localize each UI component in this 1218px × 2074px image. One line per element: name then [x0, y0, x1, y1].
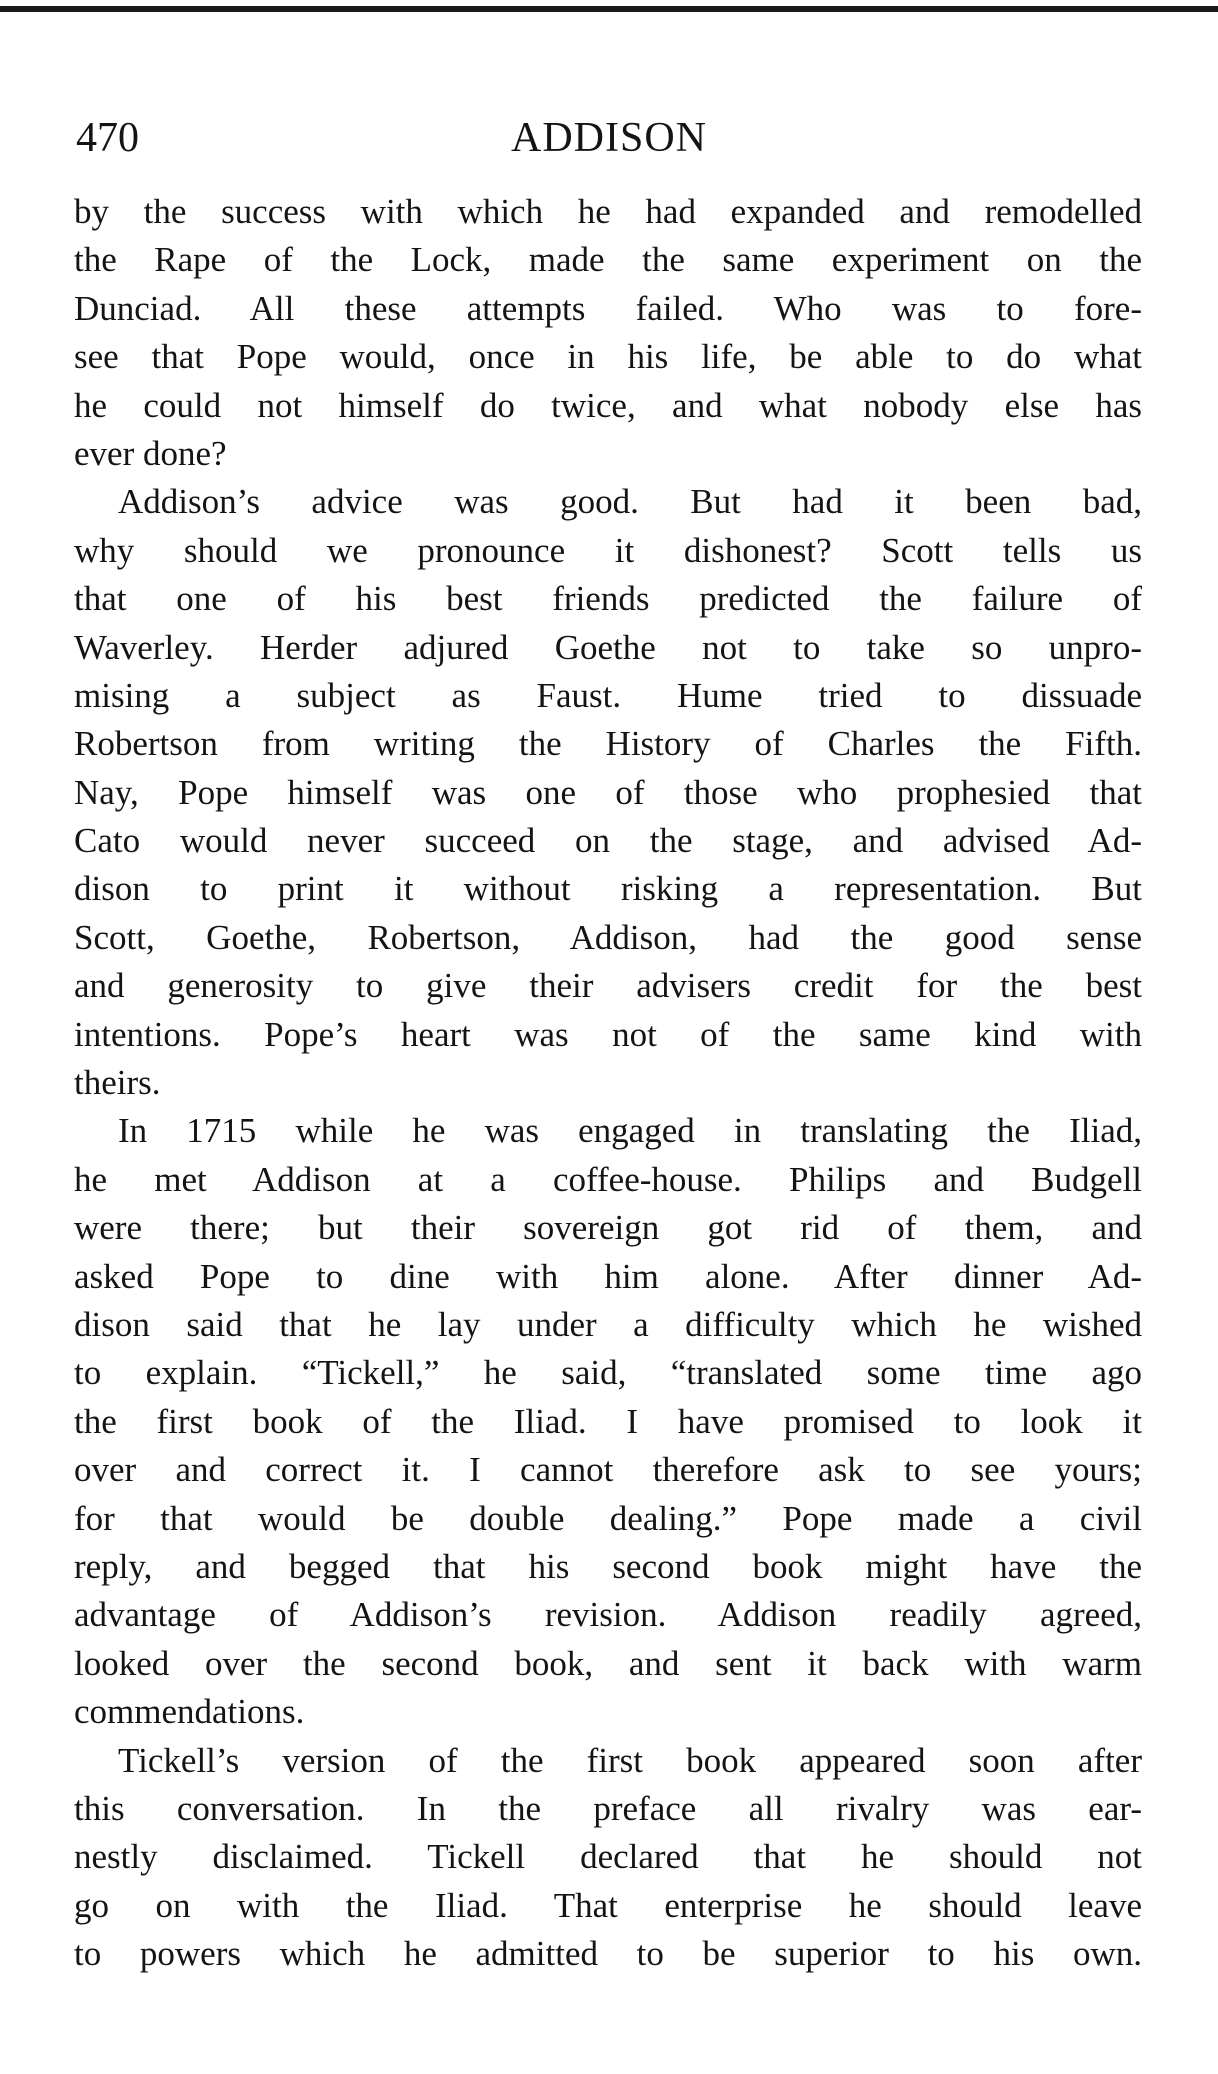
text-line: Waverley. Herder adjured Goethe not to take so unpro-	[74, 627, 1142, 667]
text-line: Cato would never succeed on the stage, and advised Ad-	[74, 821, 1142, 861]
text-line: In 1715 while he was engaged in translating the Iliad,	[118, 1111, 1142, 1151]
text-line: why should we pronounce it dishonest? Scott tells us	[74, 530, 1142, 570]
text-line: asked Pope to dine with him alone. After dinner Ad-	[74, 1256, 1142, 1296]
text-line: this conversation. In the preface all rivalry was ear-	[74, 1788, 1142, 1828]
page-header	[76, 108, 1142, 168]
text-line: the first book of the Iliad. I have promised to look it	[74, 1401, 1142, 1441]
text-line: ever done?	[74, 433, 227, 473]
page-number: 470	[76, 115, 139, 161]
text-line: over and correct it. I cannot therefore ask to see yours;	[74, 1450, 1142, 1490]
text-line: that one of his best friends predicted the failure of	[74, 579, 1142, 619]
text-line: nestly disclaimed. Tickell declared that he should not	[74, 1837, 1142, 1877]
text-line: looked over the second book, and sent it back with warm	[74, 1643, 1142, 1683]
text-line: dison to print it without risking a representation. But	[74, 869, 1142, 909]
text-line: Dunciad. All these attempts failed. Who was to fore-	[74, 288, 1142, 328]
text-line: he met Addison at a coffee-house. Philips and Budgell	[74, 1159, 1142, 1199]
text-line: see that Pope would, once in his life, be able to do what	[74, 337, 1142, 377]
top-border-rule	[0, 6, 1218, 12]
paragraph-4	[74, 1737, 1142, 1979]
text-line: to explain. “Tickell,” he said, “translated some time ago	[74, 1353, 1142, 1393]
text-line: he could not himself do twice, and what nobody else has	[74, 385, 1142, 425]
text-line: Robertson from writing the History of Charles the Fifth.	[74, 724, 1142, 764]
text-line: Nay, Pope himself was one of those who prophesied that	[74, 772, 1142, 812]
paragraph-1	[74, 188, 1142, 478]
text-line: dison said that he lay under a difficulty which he wished	[74, 1304, 1142, 1344]
text-line: were there; but their sovereign got rid of them, and	[74, 1208, 1142, 1248]
text-line: for that would be double dealing.” Pope made a civil	[74, 1498, 1142, 1538]
text-line: and generosity to give their advisers credit for the best	[74, 966, 1142, 1006]
paragraph-2	[74, 478, 1142, 1107]
text-line: Addison’s advice was good. But had it been bad,	[118, 482, 1142, 522]
text-line: intentions. Pope’s heart was not of the same kind with	[74, 1014, 1142, 1054]
text-line: mising a subject as Faust. Hume tried to dissuade	[74, 675, 1142, 715]
text-line: theirs.	[74, 1063, 161, 1103]
text-line: advantage of Addison’s revision. Addison readily agreed,	[74, 1595, 1142, 1635]
text-line: reply, and begged that his second book might have the	[74, 1546, 1142, 1586]
paragraph-3	[74, 1107, 1142, 1736]
body-text	[74, 188, 1142, 1978]
text-line: go on with the Iliad. That enterprise he should leave	[74, 1885, 1142, 1925]
text-line: the Rape of the Lock, made the same experiment on the	[74, 240, 1142, 280]
text-line: by the success with which he had expanded and remodelled	[74, 192, 1142, 231]
text-line: commendations.	[74, 1692, 305, 1732]
text-line: Scott, Goethe, Robertson, Addison, had the good sense	[74, 917, 1142, 957]
text-line: to powers which he admitted to be superior to his own.	[74, 1934, 1142, 1974]
running-head: ADDISON	[511, 115, 707, 161]
text-line: Tickell’s version of the first book appeared soon after	[118, 1740, 1142, 1780]
